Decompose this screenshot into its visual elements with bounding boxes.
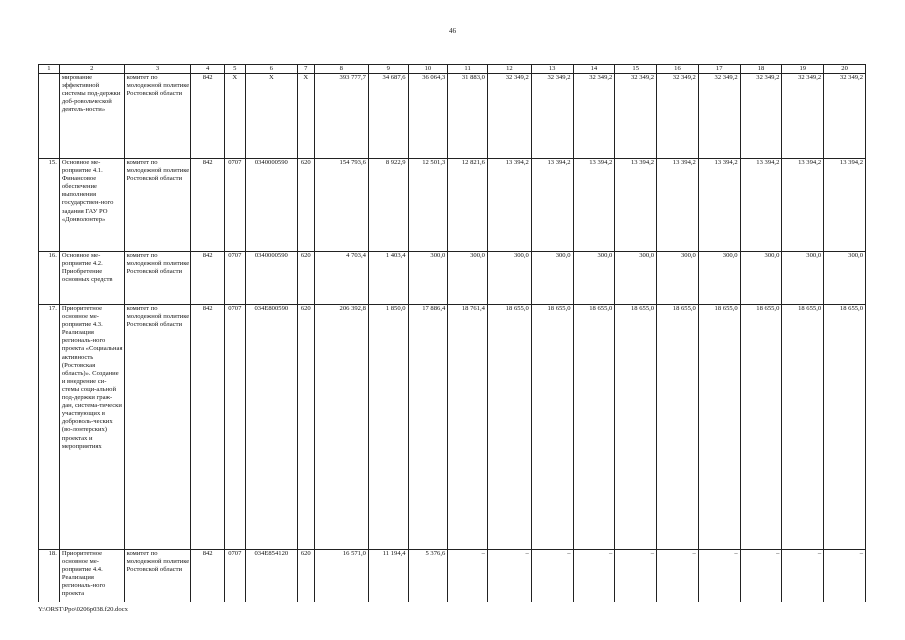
rzpr-code: 0707 bbox=[224, 550, 245, 603]
vr-code: 620 bbox=[297, 305, 314, 550]
activity-name: Основное ме-роприятие 4.1. Финансовое обеспечение выполнения государствен-ного задания ГАУ РО «Донволонтер» bbox=[59, 159, 124, 252]
footer-file-path: Y:\ORST\Ppo\0206p038.f20.docx bbox=[38, 606, 128, 613]
column-header: 20 bbox=[824, 65, 866, 74]
amount-cell: 8 922,9 bbox=[368, 159, 408, 252]
csr-code: X bbox=[245, 74, 297, 159]
amount-cell: – bbox=[698, 550, 740, 603]
amount-cell: 12 821,6 bbox=[448, 159, 488, 252]
rzpr-code: 0707 bbox=[224, 305, 245, 550]
amount-cell: 300,0 bbox=[487, 252, 531, 305]
column-header: 13 bbox=[531, 65, 573, 74]
amount-cell: 32 349,2 bbox=[824, 74, 866, 159]
rzpr-code: 0707 bbox=[224, 252, 245, 305]
amount-cell: 32 349,2 bbox=[531, 74, 573, 159]
amount-cell: 13 394,2 bbox=[615, 159, 657, 252]
column-header: 3 bbox=[124, 65, 191, 74]
csr-code: 034E854120 bbox=[245, 550, 297, 603]
amount-cell: – bbox=[615, 550, 657, 603]
executor-name: комитет по молодежной политике Ростовской области bbox=[124, 305, 191, 550]
budget-table bbox=[38, 64, 866, 602]
amount-cell: 32 349,2 bbox=[615, 74, 657, 159]
amount-cell: 300,0 bbox=[824, 252, 866, 305]
amount-cell: – bbox=[487, 550, 531, 603]
row-number: 17. bbox=[39, 305, 60, 550]
vr-code: 620 bbox=[297, 550, 314, 603]
amount-cell: 300,0 bbox=[615, 252, 657, 305]
grbs-code: 842 bbox=[191, 159, 224, 252]
amount-cell: 13 394,2 bbox=[782, 159, 824, 252]
amount-cell: 13 394,2 bbox=[698, 159, 740, 252]
row-number bbox=[39, 74, 60, 159]
column-header: 10 bbox=[408, 65, 448, 74]
grbs-code: 842 bbox=[191, 252, 224, 305]
amount-cell: 36 064,3 bbox=[408, 74, 448, 159]
amount-cell: – bbox=[824, 550, 866, 603]
amount-cell: 32 349,2 bbox=[782, 74, 824, 159]
column-header: 17 bbox=[698, 65, 740, 74]
column-header: 18 bbox=[740, 65, 782, 74]
amount-cell: 300,0 bbox=[698, 252, 740, 305]
amount-cell: 18 655,0 bbox=[824, 305, 866, 550]
amount-cell: 1 403,4 bbox=[368, 252, 408, 305]
column-header: 6 bbox=[245, 65, 297, 74]
executor-name: комитет по молодежной политике Ростовской области bbox=[124, 550, 191, 603]
amount-cell: 300,0 bbox=[782, 252, 824, 305]
amount-cell: 5 376,6 bbox=[408, 550, 448, 603]
amount-cell: 18 655,0 bbox=[657, 305, 699, 550]
vr-code: X bbox=[297, 74, 314, 159]
amount-cell: 32 349,2 bbox=[657, 74, 699, 159]
amount-cell: – bbox=[740, 550, 782, 603]
rzpr-code: 0707 bbox=[224, 159, 245, 252]
column-header: 1 bbox=[39, 65, 60, 74]
amount-cell: 393 777,7 bbox=[314, 74, 368, 159]
grbs-code: 842 bbox=[191, 550, 224, 603]
page-number: 46 bbox=[449, 27, 456, 35]
csr-code: 0340000590 bbox=[245, 159, 297, 252]
amount-cell: 13 394,2 bbox=[740, 159, 782, 252]
amount-cell: 18 655,0 bbox=[531, 305, 573, 550]
amount-cell: 18 761,4 bbox=[448, 305, 488, 550]
column-header: 2 bbox=[59, 65, 124, 74]
column-header: 8 bbox=[314, 65, 368, 74]
table-row bbox=[39, 305, 866, 550]
activity-name: Приоритетное основное ме-роприятие 4.3. Реализация региональ-ного проекта «Социальная активность (Ростовская область)». Создание и внедрение си-стемы соци-альной под-держки граж-дан, система-тически участвующих в доброволь-ческих (во-лонтерских) проектах и мероприятиях bbox=[59, 305, 124, 550]
amount-cell: 4 703,4 bbox=[314, 252, 368, 305]
column-number-row bbox=[39, 65, 866, 74]
table-row bbox=[39, 550, 866, 603]
amount-cell: 12 501,3 bbox=[408, 159, 448, 252]
amount-cell: 13 394,2 bbox=[487, 159, 531, 252]
column-header: 9 bbox=[368, 65, 408, 74]
column-header: 19 bbox=[782, 65, 824, 74]
grbs-code: 842 bbox=[191, 305, 224, 550]
amount-cell: 32 349,2 bbox=[487, 74, 531, 159]
vr-code: 620 bbox=[297, 252, 314, 305]
row-number: 18. bbox=[39, 550, 60, 603]
budget-table-container bbox=[38, 64, 866, 602]
activity-name: мирование эффективной системы под-держки доб-ровольческой деятель-ности» bbox=[59, 74, 124, 159]
executor-name: комитет по молодежной политике Ростовской области bbox=[124, 252, 191, 305]
executor-name: комитет по молодежной политике Ростовской области bbox=[124, 159, 191, 252]
column-header: 15 bbox=[615, 65, 657, 74]
executor-name: комитет по молодежной политике Ростовской области bbox=[124, 74, 191, 159]
amount-cell: 18 655,0 bbox=[615, 305, 657, 550]
table-row bbox=[39, 74, 866, 159]
amount-cell: 11 194,4 bbox=[368, 550, 408, 603]
amount-cell: – bbox=[531, 550, 573, 603]
column-header: 16 bbox=[657, 65, 699, 74]
amount-cell: 18 655,0 bbox=[782, 305, 824, 550]
amount-cell: 300,0 bbox=[657, 252, 699, 305]
column-header: 7 bbox=[297, 65, 314, 74]
amount-cell: 300,0 bbox=[531, 252, 573, 305]
amount-cell: – bbox=[657, 550, 699, 603]
activity-name: Основное ме-роприятие 4.2. Приобретение основных средств bbox=[59, 252, 124, 305]
amount-cell: 34 687,6 bbox=[368, 74, 408, 159]
column-header: 12 bbox=[487, 65, 531, 74]
amount-cell: – bbox=[573, 550, 615, 603]
amount-cell: 13 394,2 bbox=[824, 159, 866, 252]
amount-cell: – bbox=[782, 550, 824, 603]
column-header: 4 bbox=[191, 65, 224, 74]
amount-cell: 300,0 bbox=[448, 252, 488, 305]
amount-cell: 300,0 bbox=[573, 252, 615, 305]
table-row bbox=[39, 159, 866, 252]
column-header: 11 bbox=[448, 65, 488, 74]
amount-cell: 13 394,2 bbox=[657, 159, 699, 252]
csr-code: 0340000590 bbox=[245, 252, 297, 305]
amount-cell: 18 655,0 bbox=[698, 305, 740, 550]
vr-code: 620 bbox=[297, 159, 314, 252]
grbs-code: 842 bbox=[191, 74, 224, 159]
amount-cell: 16 571,0 bbox=[314, 550, 368, 603]
amount-cell: 18 655,0 bbox=[573, 305, 615, 550]
amount-cell: 300,0 bbox=[740, 252, 782, 305]
column-header: 5 bbox=[224, 65, 245, 74]
amount-cell: 206 392,8 bbox=[314, 305, 368, 550]
amount-cell: 32 349,2 bbox=[698, 74, 740, 159]
amount-cell: – bbox=[448, 550, 488, 603]
amount-cell: 154 793,6 bbox=[314, 159, 368, 252]
amount-cell: 32 349,2 bbox=[573, 74, 615, 159]
column-header: 14 bbox=[573, 65, 615, 74]
amount-cell: 18 655,0 bbox=[487, 305, 531, 550]
rzpr-code: X bbox=[224, 74, 245, 159]
activity-name: Приоритетное основное ме-роприятие 4.4. Реализация региональ-ного проекта bbox=[59, 550, 124, 603]
amount-cell: 13 394,2 bbox=[573, 159, 615, 252]
amount-cell: 17 886,4 bbox=[408, 305, 448, 550]
csr-code: 034E800590 bbox=[245, 305, 297, 550]
amount-cell: 13 394,2 bbox=[531, 159, 573, 252]
row-number: 15. bbox=[39, 159, 60, 252]
amount-cell: 1 850,0 bbox=[368, 305, 408, 550]
table-row bbox=[39, 252, 866, 305]
row-number: 16. bbox=[39, 252, 60, 305]
amount-cell: 300,0 bbox=[408, 252, 448, 305]
amount-cell: 31 883,0 bbox=[448, 74, 488, 159]
amount-cell: 32 349,2 bbox=[740, 74, 782, 159]
amount-cell: 18 655,0 bbox=[740, 305, 782, 550]
